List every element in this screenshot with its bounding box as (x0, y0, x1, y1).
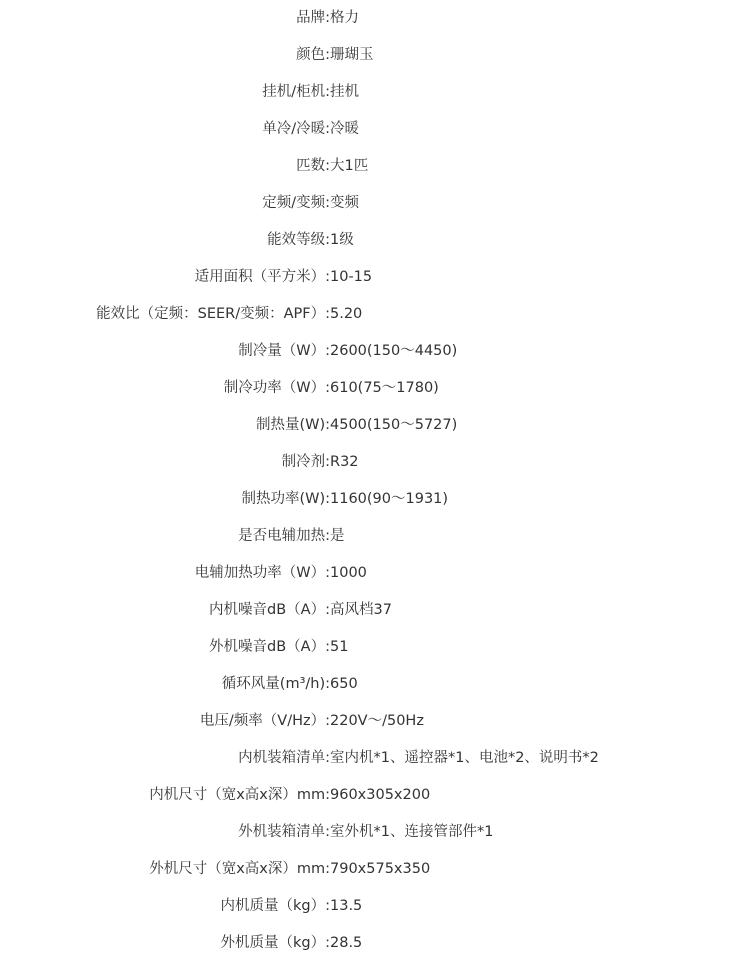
table-row (0, 37, 730, 74)
spec-value: 1160(90～1931) (330, 490, 449, 507)
spec-label: 外机质量（kg）: (220, 934, 330, 951)
spec-value: 610(75～1780) (330, 379, 439, 396)
spec-label: 颜色: (296, 46, 330, 63)
spec-value: R32 (330, 453, 359, 470)
table-row (0, 74, 730, 111)
table-row (0, 111, 730, 148)
spec-label: 能效比（定频：SEER/变频：APF）: (96, 305, 330, 322)
spec-value: 790x575x350 (330, 860, 431, 877)
table-row (0, 444, 730, 481)
spec-label: 内机装箱清单: (238, 749, 330, 766)
spec-label: 外机尺寸（宽x高x深）mm: (149, 860, 330, 877)
table-row (0, 296, 730, 333)
spec-label: 制冷功率（W）: (223, 379, 330, 396)
spec-value: 珊瑚玉 (330, 46, 374, 63)
spec-label: 电压/频率（V/Hz）: (199, 712, 330, 729)
table-row (0, 777, 730, 814)
table-row (0, 740, 730, 777)
spec-value: 1级 (330, 231, 354, 248)
spec-label: 电辅加热功率（W）: (194, 564, 330, 581)
spec-value: 1000 (330, 564, 367, 581)
spec-value: 960x305x200 (330, 786, 431, 803)
spec-value: 650 (330, 675, 358, 692)
table-row (0, 814, 730, 851)
spec-label: 外机装箱清单: (238, 823, 330, 840)
table-row (0, 555, 730, 592)
spec-label: 能效等级: (267, 231, 330, 248)
spec-label: 内机尺寸（宽x高x深）mm: (149, 786, 330, 803)
spec-value: 挂机 (330, 83, 359, 100)
spec-label: 制热功率(W): (241, 490, 330, 507)
table-row (0, 703, 730, 740)
table-row (0, 925, 730, 962)
table-row (0, 407, 730, 444)
spec-value: 是 (330, 527, 345, 544)
spec-label: 制冷量（W）: (238, 342, 330, 359)
spec-label: 循环风量(m³/h): (221, 675, 330, 692)
table-row (0, 592, 730, 629)
table-row (0, 333, 730, 370)
spec-label: 是否电辅加热: (238, 527, 330, 544)
spec-value: 5.20 (330, 305, 363, 322)
spec-value: 高风档37 (330, 601, 392, 618)
table-row (0, 481, 730, 518)
table-row (0, 888, 730, 925)
spec-value: 10-15 (330, 268, 373, 285)
spec-value: 冷暖 (330, 120, 359, 137)
table-row (0, 185, 730, 222)
spec-label: 挂机/柜机: (262, 83, 330, 100)
spec-label: 品牌: (296, 9, 330, 26)
table-row (0, 518, 730, 555)
table-row (0, 148, 730, 185)
spec-label: 制热量(W): (255, 416, 330, 433)
spec-label: 定频/变频: (262, 194, 330, 211)
spec-value: 28.5 (330, 934, 363, 951)
spec-label: 适用面积（平方米）: (194, 268, 330, 285)
table-row (0, 222, 730, 259)
spec-value: 室内机*1、遥控器*1、电池*2、说明书*2 (330, 749, 599, 766)
spec-label: 匹数: (296, 157, 330, 174)
table-row (0, 0, 730, 37)
spec-value: 4500(150～5727) (330, 416, 458, 433)
table-row (0, 666, 730, 703)
spec-label: 单冷/冷暖: (262, 120, 330, 137)
spec-value: 13.5 (330, 897, 363, 914)
spec-label: 内机噪音dB（A）: (209, 601, 330, 618)
table-row (0, 629, 730, 666)
table-row (0, 370, 730, 407)
spec-value: 变频 (330, 194, 359, 211)
spec-label: 外机噪音dB（A）: (209, 638, 330, 655)
spec-label: 制冷剂: (281, 453, 330, 470)
table-row (0, 259, 730, 296)
spec-value: 格力 (330, 9, 359, 26)
spec-label: 内机质量（kg）: (220, 897, 330, 914)
spec-value: 大1匹 (330, 157, 369, 174)
table-row (0, 851, 730, 888)
spec-value: 室外机*1、连接管部件*1 (330, 823, 494, 840)
spec-value: 51 (330, 638, 349, 655)
spec-value: 220V～/50Hz (330, 712, 424, 729)
spec-value: 2600(150～4450) (330, 342, 458, 359)
